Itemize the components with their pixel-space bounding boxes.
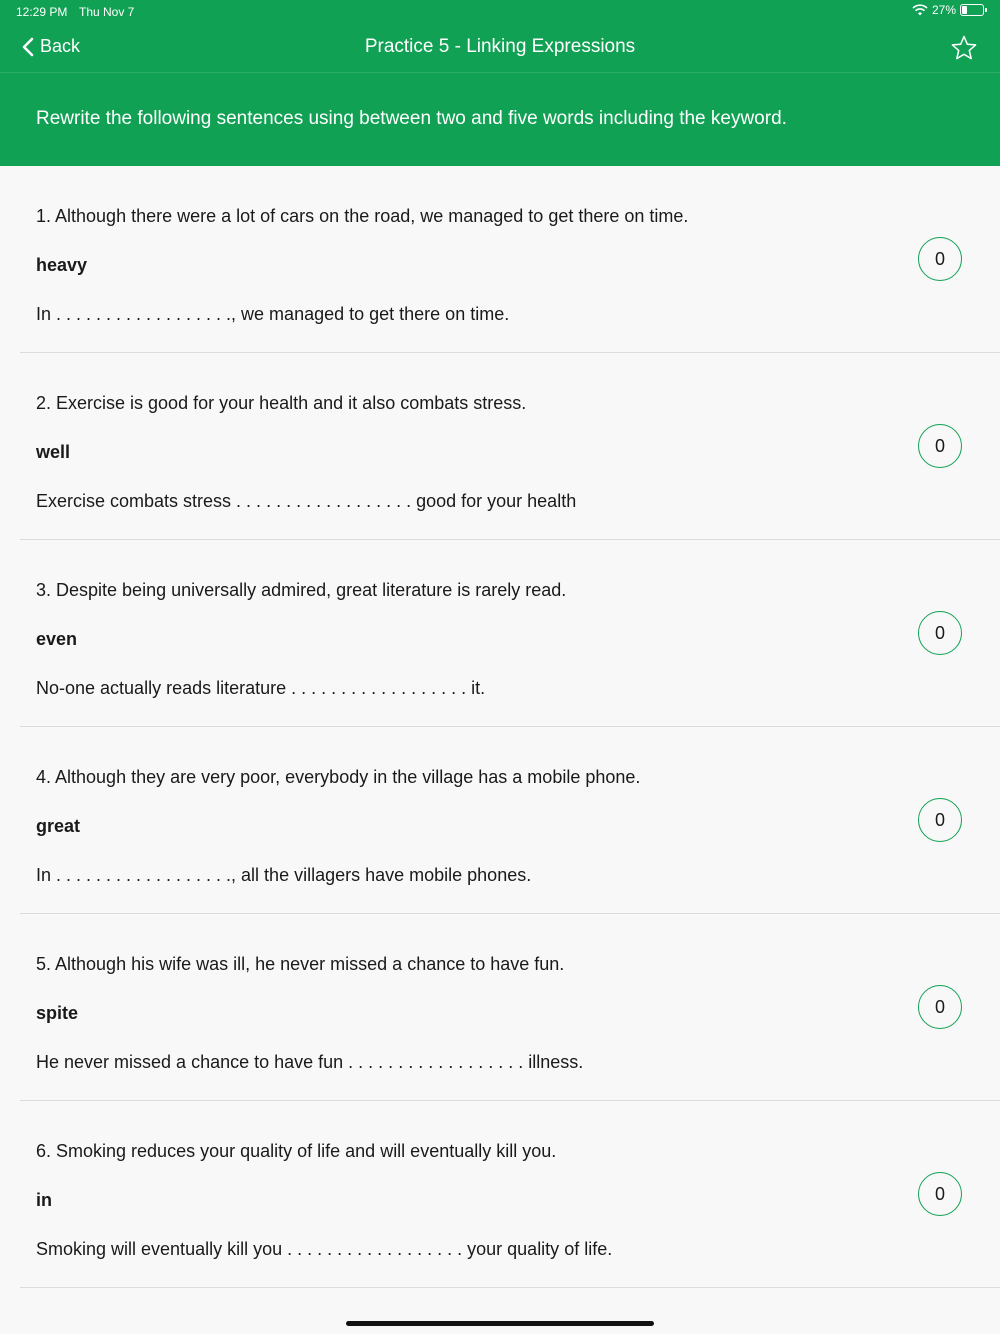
home-indicator <box>346 1321 654 1326</box>
question-sentence: 4. Although they are very poor, everybody in the village has a mobile phone. <box>36 767 641 787</box>
answer-prompt[interactable]: He never missed a chance to have fun . . . . . . . . . . . . . . . . . . illness. <box>36 1052 584 1072</box>
header <box>0 0 1000 166</box>
question-list <box>0 166 1000 1288</box>
score-badge[interactable]: 0 <box>918 611 962 655</box>
question-item <box>0 727 1000 914</box>
score-badge[interactable]: 0 <box>918 424 962 468</box>
status-indicators <box>912 3 984 17</box>
score-badge[interactable]: 0 <box>918 985 962 1029</box>
status-bar <box>0 0 1000 24</box>
question-item <box>0 540 1000 727</box>
question-keyword: in <box>36 1190 52 1210</box>
instructions-text: Rewrite the following sentences using between two and five words including the keyword. <box>36 108 787 129</box>
status-time: 12:29 PM <box>16 5 68 19</box>
wifi-icon <box>912 4 928 16</box>
answer-prompt[interactable]: In . . . . . . . . . . . . . . . . . ., we managed to get there on time. <box>36 304 510 324</box>
question-sentence: 6. Smoking reduces your quality of life and will eventually kill you. <box>36 1141 557 1161</box>
question-item <box>0 914 1000 1101</box>
question-item <box>0 353 1000 540</box>
question-sentence: 5. Although his wife was ill, he never missed a chance to have fun. <box>36 954 565 974</box>
question-keyword: even <box>36 629 78 649</box>
chevron-left-icon <box>22 37 34 57</box>
question-keyword: spite <box>36 1003 79 1023</box>
question-item <box>0 1101 1000 1288</box>
star-outline-icon[interactable] <box>950 34 978 62</box>
score-badge[interactable]: 0 <box>918 1172 962 1216</box>
score-badge[interactable]: 0 <box>918 237 962 281</box>
question-keyword: great <box>36 816 81 836</box>
divider <box>20 1287 1000 1288</box>
answer-prompt[interactable]: Exercise combats stress . . . . . . . . . . . . . . . . . . good for your health <box>36 491 577 511</box>
question-keyword: heavy <box>36 255 88 275</box>
answer-prompt[interactable]: Smoking will eventually kill you . . . . . . . . . . . . . . . . . . your quality of life. <box>36 1239 613 1259</box>
answer-prompt[interactable]: No-one actually reads literature . . . . . . . . . . . . . . . . . . it. <box>36 678 486 698</box>
navigation-bar <box>0 24 1000 73</box>
back-button[interactable] <box>22 36 80 57</box>
question-sentence: 2. Exercise is good for your health and it also combats stress. <box>36 393 527 413</box>
back-label: Back <box>40 36 81 56</box>
battery-percent: 27% <box>931 3 956 17</box>
question-sentence: 3. Despite being universally admired, great literature is rarely read. <box>36 580 567 600</box>
battery-icon <box>960 4 984 16</box>
question-keyword: well <box>36 442 71 462</box>
question-item <box>0 166 1000 353</box>
question-sentence: 1. Although there were a lot of cars on the road, we managed to get there on time. <box>36 206 689 226</box>
battery-level <box>962 6 967 14</box>
score-badge[interactable]: 0 <box>918 798 962 842</box>
status-date: Thu Nov 7 <box>79 5 135 19</box>
answer-prompt[interactable]: In . . . . . . . . . . . . . . . . . ., all the villagers have mobile phones. <box>36 865 532 885</box>
page-title: Practice 5 - Linking Expressions <box>364 36 636 57</box>
